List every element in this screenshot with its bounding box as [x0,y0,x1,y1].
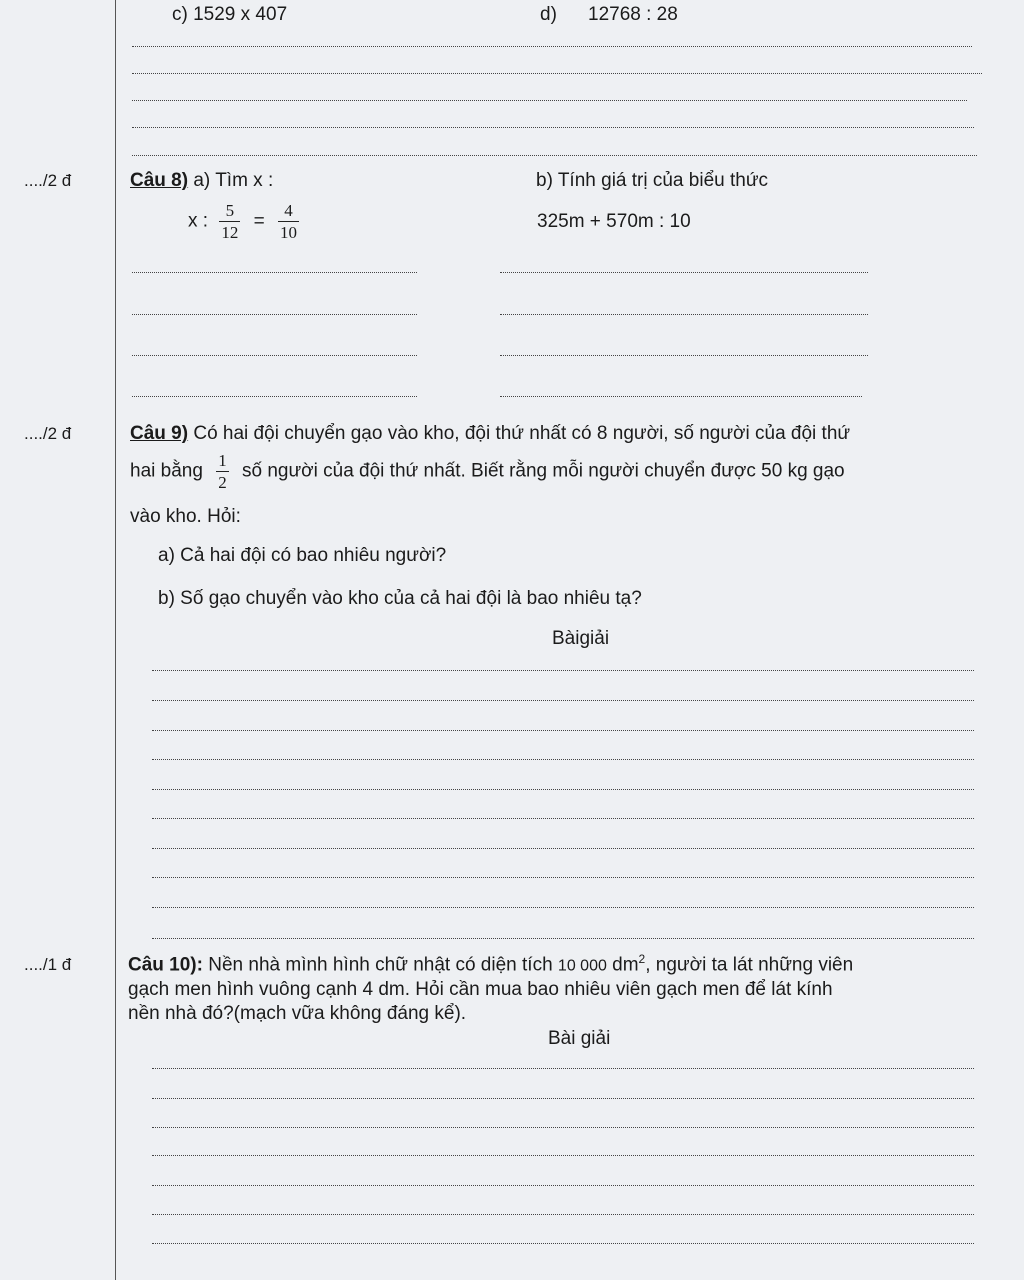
answer-line [152,1098,974,1099]
q8-b-label: b) Tính giá trị của biểu thức [536,170,769,191]
fraction-denominator: 10 [280,223,298,242]
answer-line [152,1243,974,1244]
q9-question-b: b) Số gạo chuyển vào kho của cả hai đội là bao nhiêu tạ? [158,588,642,609]
q10-text-2: gạch men hình vuông cạnh 4 dm. Hỏi cần mua bao nhiêu viên gạch men để lát kính [128,979,833,1000]
answer-line [152,700,974,701]
q9-fraction [216,452,229,491]
answer-line [152,1127,974,1128]
q8-b-expression: 325m + 570m : 10 [537,211,691,232]
q9-text-3: vào kho. Hỏi: [130,506,241,527]
q10-area-value: 10 000 [557,957,607,975]
answer-line [132,100,967,101]
fraction-denominator: 2 [218,473,227,492]
q9-text-2b: số người của đội thứ nhất. Biết rằng mỗi người chuyển được 50 kg gạo [241,460,845,482]
fraction-numerator: 1 [218,451,227,470]
fraction-numerator: 4 [278,202,299,222]
q8-a-equals: = [253,210,265,232]
q7-c-expression: c) 1529 x 407 [172,4,288,25]
answer-line [132,396,417,397]
answer-line [152,730,974,731]
q9-line-1 [130,423,850,446]
answer-line [152,1068,974,1069]
q8-title: Câu 8) [130,170,189,191]
answer-line [132,355,417,356]
q8-a-equation [188,202,299,241]
answer-line [152,789,974,790]
answer-line [500,314,868,315]
q9-line-2 [130,452,845,491]
answer-line [152,759,974,760]
answer-line [152,848,974,849]
score-margin-line [115,0,116,1280]
q10-area-unit: dm [612,954,639,976]
answer-line [500,396,862,397]
q10-text-3: nền nhà đó?(mạch vữa không đáng kể). [128,1003,467,1024]
q8-score: ..../2 đ [24,171,72,190]
answer-line [132,272,417,273]
q9-text-2a: hai bằng [130,460,203,482]
answer-line [132,155,977,156]
fraction-denominator: 12 [221,223,239,242]
answer-line [152,670,974,671]
answer-line [152,1214,974,1215]
q8-a-x: x : [188,210,209,232]
answer-line [500,355,868,356]
answer-line [152,907,974,908]
answer-line [132,127,974,128]
q10-text-1a: Nền nhà mình hình chữ nhật có diện tích [208,954,553,976]
q8-heading [130,170,273,193]
answer-line [132,46,972,47]
answer-line [132,73,982,74]
answer-line [500,272,868,273]
q9-question-a: a) Cả hai đội có bao nhiêu người? [158,545,447,566]
q9-solution-heading: Bàigiải [552,628,610,649]
q10-text-1b: , người ta lát những viên [645,954,854,976]
q8-a-fraction-right [278,202,299,241]
q10-solution-heading: Bài giải [548,1028,611,1049]
answer-line [152,818,974,819]
answer-line [152,1185,974,1186]
answer-line [132,314,417,315]
q7-d-expression: 12768 : 28 [588,4,678,25]
q8-a-fraction-left [219,202,240,241]
answer-line [152,1155,974,1156]
q9-score: ..../2 đ [24,424,72,443]
q10-title: Câu 10): [128,954,203,976]
answer-line [152,877,974,878]
q7-d-label: d) [540,4,557,25]
q10-area-exponent: 2 [638,952,646,966]
answer-line [152,938,974,939]
q10-score: ..../1 đ [24,955,72,974]
q9-text-1: Có hai đội chuyển gạo vào kho, đội thứ nhất có 8 người, số người của đội thứ [193,423,851,444]
q9-title: Câu 9) [130,423,189,444]
fraction-numerator: 5 [219,202,240,222]
q8-a-label: a) Tìm x : [193,170,274,191]
q10-line-1 [128,952,853,977]
